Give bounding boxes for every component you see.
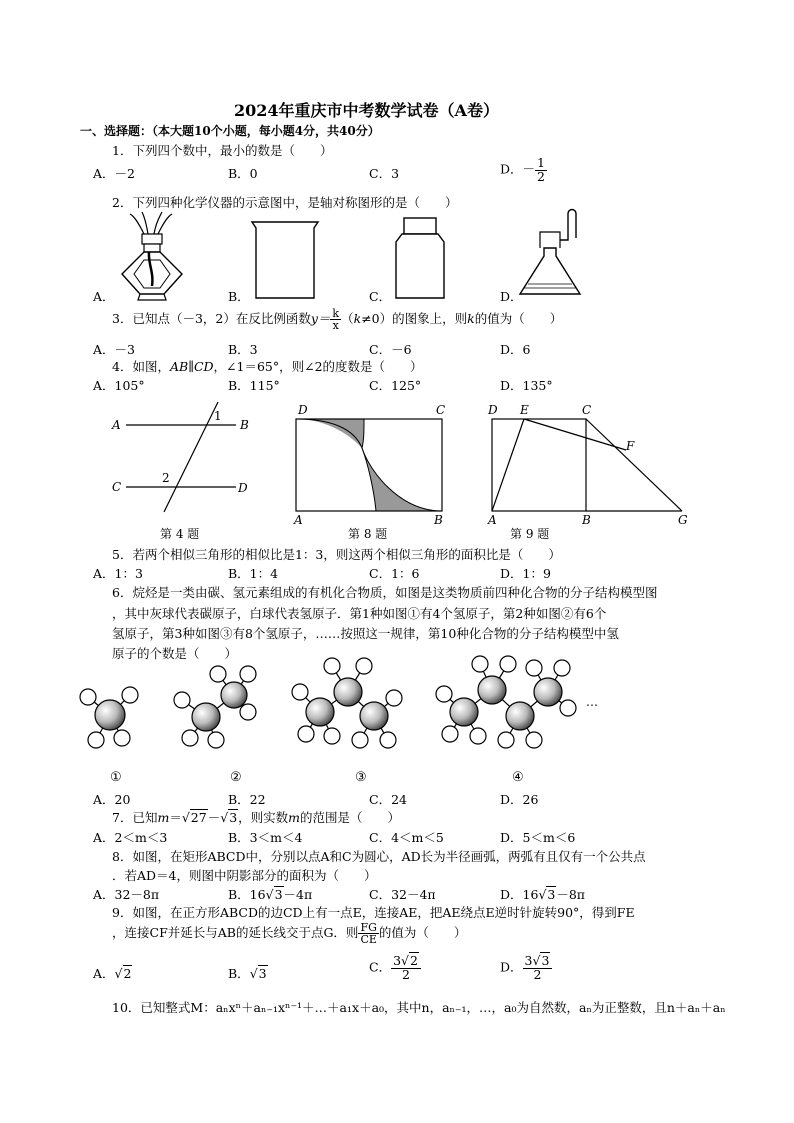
fig9-label-g: G <box>678 513 688 527</box>
q7-option-a: A．2＜m＜3 <box>93 830 168 845</box>
fig8-label-c: C <box>436 403 446 417</box>
fig4-label-c: C <box>112 480 122 494</box>
molecule-ellipsis: … <box>586 695 598 709</box>
fig4-label-d: D <box>238 481 248 495</box>
q3-option-a: A．－3 <box>93 342 135 357</box>
q4-option-a: A．105° <box>93 378 145 393</box>
q4-option-c: C．125° <box>369 378 422 393</box>
q8-line-2: ．若AD＝4，则图中阴影部分的面积为（ ） <box>112 868 377 883</box>
q7-stem: 7．已知m＝√27－√3，则实数m的范围是（ ） <box>112 810 401 825</box>
q5-option-a: A．1：3 <box>93 566 143 581</box>
section-heading: 一、选择题：（本大题10个小题，每小题4分，共40分） <box>80 124 380 138</box>
q6-option-c: C．24 <box>369 792 407 807</box>
fig8-label-d: D <box>298 403 308 417</box>
fig8-label-b: B <box>434 513 443 527</box>
fig8-label-a: A <box>294 513 303 527</box>
q9-line-1: 9．如图，在正方形ABCD的边CD上有一点E，连接AE，把AE绕点E逆时针旋转90°，得到FE <box>112 905 635 920</box>
q4-option-d: D．135° <box>500 378 553 393</box>
fig4-label-b: B <box>240 418 249 432</box>
fig4-label-a: A <box>112 418 121 432</box>
q3-option-c: C．－6 <box>369 342 412 357</box>
figure-9 <box>486 400 696 526</box>
figure-4 <box>110 400 260 520</box>
fig9-label-f: F <box>626 439 635 453</box>
q7-option-b: B．3＜m＜4 <box>228 830 303 845</box>
molecule-label-3: ③ <box>355 770 367 785</box>
q2-option-b: B． <box>228 289 250 304</box>
q6-line-2: ，其中灰球代表碳原子，白球代表氢原子．第1种如图①有4个氢原子，第2种如图②有6个 <box>112 606 607 621</box>
q7-option-d: D．5＜m＜6 <box>500 830 576 845</box>
molecule-label-4: ④ <box>512 770 524 785</box>
q8-option-b: B．16√3－4π <box>228 887 313 902</box>
q5-stem: 5．若两个相似三角形的相似比是1：3，则这两个相似三角形的面积比是（ ） <box>112 547 561 562</box>
q2-option-c: C． <box>369 289 392 304</box>
q6-line-3: 氢原子，第3种如图③有8个氢原子，……按照这一规律，第10种化合物的分子结构模型中氢 <box>112 626 619 641</box>
alcohol-lamp-figure <box>112 212 192 302</box>
flask-figure <box>520 208 590 300</box>
fig9-label-c: C <box>582 403 592 417</box>
fig4-angle-2: 2 <box>162 471 170 485</box>
fig9-label-a: A <box>488 513 497 527</box>
q9-option-d: D． $\frac{3√3}{2}$ <box>500 955 552 981</box>
q4-option-b: B．115° <box>228 378 280 393</box>
q1-stem: 1．下列四个数中，最小的数是（ ） <box>112 143 333 158</box>
q8-option-d: D．16√3－8π <box>500 887 586 902</box>
fig9-label-e: E <box>520 403 529 417</box>
q5-option-b: B．1：4 <box>228 566 279 581</box>
q6-line-4: 原子的个数是（ ） <box>112 646 238 661</box>
fig9-label-b: B <box>582 513 591 527</box>
reagent-bottle-figure <box>390 216 450 300</box>
q9-option-a: A．√2 <box>93 966 132 981</box>
q3-option-b: B．3 <box>228 342 258 357</box>
q6-line-1: 6．烷烃是一类由碳、氢元素组成的有机化合物质，如图是这类物质前四种化合物的分子结构模型图 <box>112 585 658 600</box>
q9-line-2: ，连接CF并延长与AB的延长线交于点G．则 $\frac{FG}{CE}$ 的值为（ ） <box>112 921 467 946</box>
q10-stem: 10．已知整式M：aₙxⁿ＋aₙ₋₁xⁿ⁻¹＋…＋a₁x＋a₀，其中n，aₙ₋₁，…，a₀为自然数，aₙ为正整数，且n＋aₙ＋aₙ <box>112 1000 726 1015</box>
q8-option-a: A．32－8π <box>93 887 160 902</box>
q6-option-d: D．26 <box>500 792 539 807</box>
q1-option-b: B．0 <box>228 166 258 181</box>
q5-option-c: C．1：6 <box>369 566 420 581</box>
beaker-figure <box>250 220 320 300</box>
figure-8 <box>290 400 450 526</box>
molecule-models <box>70 650 610 760</box>
q3-stem: 3．已知点（－3，2）在反比例函数y＝ $\frac{k}{x}$ （k≠0）的图象上，则k的值为（ ） <box>112 307 563 332</box>
q2-option-d: D． <box>500 289 523 304</box>
page-title: 2024年重庆市中考数学试卷（A卷） <box>234 101 499 120</box>
fig4-caption: 第 4 题 <box>160 527 200 541</box>
q9-option-c: C． $\frac{3√2}{2}$ <box>369 955 421 981</box>
q6-option-a: A．20 <box>93 792 131 807</box>
fig8-caption: 第 8 题 <box>348 527 388 541</box>
molecule-label-1: ① <box>110 770 122 785</box>
molecule-label-2: ② <box>230 770 242 785</box>
q8-line-1: 8．如图，在矩形ABCD中，分别以点A和C为圆心，AD长为半径画弧，两弧有且仅有一个公共点 <box>112 849 646 864</box>
q2-stem: 2．下列四种化学仪器的示意图中，是轴对称图形的是（ ） <box>112 195 458 210</box>
q1-option-d: D．－ $\frac{1}{2}$ <box>500 155 545 184</box>
q8-option-c: C．32－4π <box>369 887 436 902</box>
q7-option-c: C．4＜m＜5 <box>369 830 444 845</box>
fig9-caption: 第 9 题 <box>510 527 550 541</box>
q9-option-b: B．√3 <box>228 966 267 981</box>
q1-option-a: A．－2 <box>93 166 135 181</box>
q6-option-b: B．22 <box>228 792 266 807</box>
q5-option-d: D．1：9 <box>500 566 551 581</box>
q2-option-a: A． <box>93 289 115 304</box>
fig9-label-d: D <box>488 403 498 417</box>
q1-option-c: C．3 <box>369 166 400 181</box>
q3-option-d: D．6 <box>500 342 531 357</box>
q4-stem: 4．如图，AB∥CD，∠1＝65°，则∠2的度数是（ ） <box>112 359 423 374</box>
fig4-angle-1: 1 <box>214 409 222 423</box>
